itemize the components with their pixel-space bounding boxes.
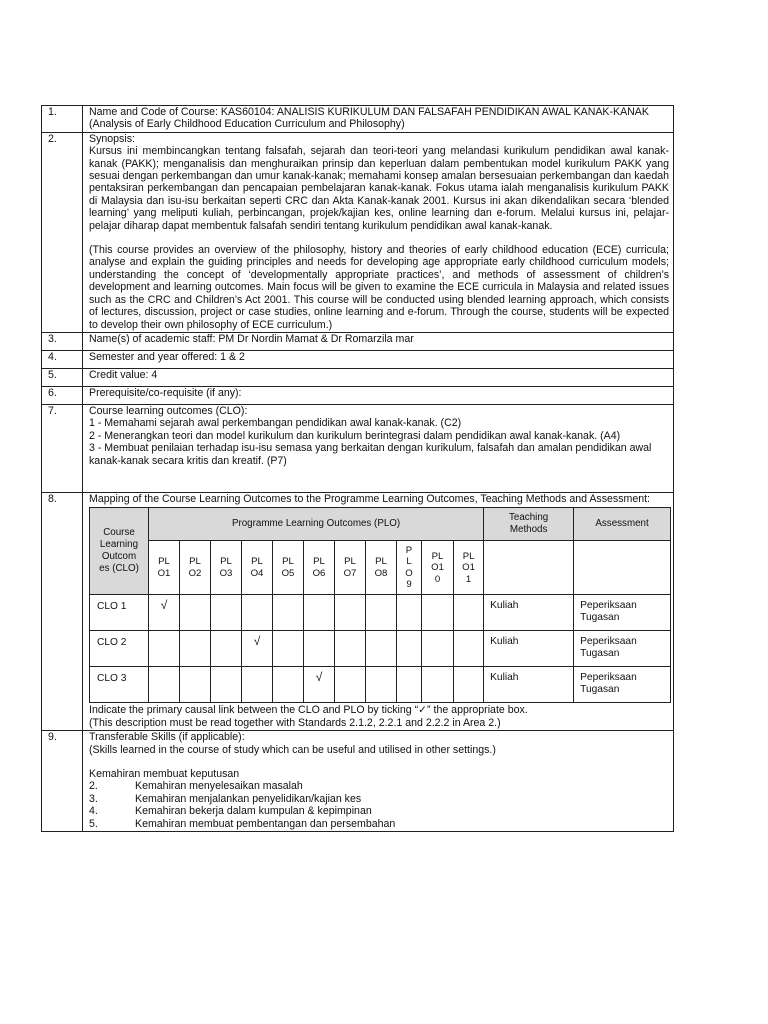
mapping-row [90, 667, 671, 703]
plo-tick-cell [454, 667, 484, 703]
plo-tick-cell [304, 595, 335, 631]
tick-mark: √ [315, 670, 323, 685]
plo-header: PL O8 [366, 541, 397, 595]
row-number: 5. [42, 368, 83, 386]
plo-tick-cell [397, 631, 422, 667]
row-number: 7. [42, 404, 83, 492]
clo-item-1: 1 - Memahami sejarah awal perkembangan pendidikan awal kanak-kanak. (C2) [89, 417, 462, 430]
plo-tick-cell [149, 595, 180, 631]
mapping-note-1: Indicate the primary causal link between the CLO and PLO by ticking “✓” the appropriate box. [89, 704, 528, 717]
mapping-note-2: (This description must be read together with Standards 2.1.2, 2.2.1 and 2.2.2 in Area 2.) [89, 716, 501, 729]
assessment-cell: Peperiksaan Tugasan [574, 595, 671, 631]
tick-mark: √ [253, 634, 261, 649]
row-number: 8. [42, 492, 83, 730]
plo-header: PL O3 [211, 541, 242, 595]
course-info-table [41, 105, 674, 832]
row-number: 6. [42, 386, 83, 404]
plo-header: P L O 9 [397, 541, 422, 595]
plo-tick-cell [273, 667, 304, 703]
credit-text: Credit value: 4 [89, 368, 158, 381]
skill-text: Kemahiran bekerja dalam kumpulan & kepimpinan [135, 805, 372, 818]
row-number: 2. [42, 132, 83, 332]
mapping-row [90, 595, 671, 631]
teaching-blank-cell [484, 541, 574, 595]
plo-tick-cell [397, 667, 422, 703]
clo-label-cell: CLO 3 [90, 667, 149, 703]
plo-header: PL O1 [149, 541, 180, 595]
plo-tick-cell [180, 631, 211, 667]
plo-tick-cell [422, 595, 454, 631]
assessment-header: Assessment [574, 508, 671, 541]
semester-text: Semester and year offered: 1 & 2 [89, 350, 245, 363]
row-credit [42, 368, 674, 386]
plo-tick-cell [211, 595, 242, 631]
plo-tick-cell [454, 595, 484, 631]
plo-tick-cell [335, 667, 366, 703]
plo-header: PL O2 [180, 541, 211, 595]
prerequisite-text: Prerequisite/co-requisite (if any): [89, 386, 242, 399]
plo-tick-cell [211, 667, 242, 703]
plo-header: PL O1 0 [422, 541, 454, 595]
row-number: 9. [42, 731, 83, 832]
plo-tick-cell [454, 631, 484, 667]
clo-item-3: 3 - Membuat penilaian terhadap isu-isu semasa yang berkaitan dengan kurikulum, falsafah dan amalan pendidikan awal kanak-kanak secara kritis dan kreatif. (P7) [89, 442, 652, 467]
plo-tick-cell [180, 595, 211, 631]
plo-tick-cell [422, 631, 454, 667]
synopsis-malay: Kursus ini membincangkan tentang falsafah, sejarah dan teori-teori yang melandasi kurikulum pendidikan awal kanak-kanak (PAKK); menganalisis dan menghuraikan prinsip dan keperluan dalam pembentukan model kurikulum PAKK yang sesuai dengan perkembangan dan umur kanak-kanak; memahami konsep amalan bersesuaian perkembangan dan kaedah pentaksiran perkembangan dan pencapaian pembelajaran kanak-kanak. Fokus utama ialah menganalisis kurikulum PAKK di Malaysia dan isu-isu berkaitan seperti CRC dan Akta Kanak-kanak 2001. Kursus ini akan dikendalikan secara ‘blended learning’ yang meliputi kuliah, perbincangan, projek/kajian kes, online learning dan e-forum. Melalui kursus ini, pelajar-pelajar diharap dapat membentuk falsafah sendiri tentang kurikulum pendidikan awal kanak-kanak. [89, 145, 669, 232]
plo-tick-cell [366, 667, 397, 703]
plo-tick-cell [180, 667, 211, 703]
plo-tick-cell [273, 631, 304, 667]
plo-tick-cell [149, 667, 180, 703]
plo-header: PL O7 [335, 541, 366, 595]
row-mapping [42, 492, 674, 730]
row-clo [42, 404, 674, 492]
plo-tick-cell [304, 631, 335, 667]
plo-tick-cell [422, 667, 454, 703]
row-prerequisite [42, 386, 674, 404]
assessment-cell: Peperiksaan Tugasan [574, 667, 671, 703]
row-number: 3. [42, 332, 83, 350]
row-transferable-skills [42, 731, 674, 832]
skill-item [89, 805, 669, 817]
skill-number: 2. [89, 780, 98, 793]
course-name-text: Name and Code of Course: KAS60104: ANALISIS KURIKULUM DAN FALSAFAH PENDIDIKAN AWAL KANAK-KANAK (Analysis of Early Childhood Education Curriculum and Philosophy) [89, 106, 649, 131]
plo-tick-cell [273, 595, 304, 631]
plo-tick-cell [242, 631, 273, 667]
plo-header: PL O4 [242, 541, 273, 595]
row-number: 1. [42, 106, 83, 133]
skill-item [89, 793, 669, 805]
skill-item: Kemahiran membuat keputusan [89, 767, 240, 780]
plo-header: PL O1 1 [454, 541, 484, 595]
plo-tick-cell [397, 595, 422, 631]
plo-tick-cell [366, 595, 397, 631]
skill-item [89, 780, 669, 792]
clo-label-cell: CLO 1 [90, 595, 149, 631]
plo-tick-cell [366, 631, 397, 667]
clo-label: Course learning outcomes (CLO): [89, 404, 248, 417]
plo-tick-cell [242, 595, 273, 631]
mapping-label: Mapping of the Course Learning Outcomes to the Programme Learning Outcomes, Teaching Methods and Assessment: [89, 492, 650, 505]
synopsis-english: (This course provides an overview of the philosophy, history and theories of early childhood education (ECE) curricula; analyse and explain the guiding principles and needs for developing age appropriate early childhood curriculum models; understanding the concept of ‘developmentally appropriate practices’, and methods of assessment of children’s development and learning outcomes. Main focus will be given to examine the ECE curricula in Malaysia and related issues such as the CRC and Children’s Act 2001. This course will be conducted using blended learning approach, which consists of lectures, discussion, project or case studies, online learning and e-forum. Through the course, students will be expected to develop their own philosophy of ECE curriculum.) [89, 244, 669, 331]
clo-label-cell: CLO 2 [90, 631, 149, 667]
row-academic-staff [42, 332, 674, 350]
row-course-name [42, 106, 674, 133]
plo-tick-cell [335, 631, 366, 667]
teaching-method-cell: Kuliah [484, 595, 574, 631]
academic-staff-text: Name(s) of academic staff: PM Dr Nordin Mamat & Dr Romarzila mar [89, 332, 414, 345]
row-semester [42, 350, 674, 368]
teaching-method-cell: Kuliah [484, 631, 574, 667]
synopsis-label: Synopsis: [89, 132, 135, 145]
teaching-methods-header: Teaching Methods [484, 508, 574, 541]
skill-number: 3. [89, 792, 98, 805]
tick-mark: √ [160, 598, 168, 613]
plo-header: PL O6 [304, 541, 335, 595]
skills-list [89, 780, 669, 830]
plo-tick-cell [149, 631, 180, 667]
clo-item-2: 2 - Menerangkan teori dan model kurikulum dan kurikulum berintegrasi dalam pendidikan awal kanak-kanak. (A4) [89, 429, 621, 442]
plo-tick-cell [242, 667, 273, 703]
mapping-row [90, 631, 671, 667]
skill-text: Kemahiran menjalankan penyelidikan/kajian kes [135, 792, 362, 805]
row-synopsis [42, 132, 674, 332]
clo-column-header: Course Learning Outcom es (CLO) [90, 508, 149, 595]
plo-tick-cell [304, 667, 335, 703]
skills-label: Transferable Skills (if applicable): [89, 731, 245, 744]
skill-text: Kemahiran menyelesaikan masalah [135, 780, 303, 793]
skill-number: 4. [89, 805, 98, 818]
skills-subtitle: (Skills learned in the course of study which can be useful and utilised in other settings.) [89, 743, 496, 756]
skill-number: 5. [89, 817, 98, 830]
row-number: 4. [42, 350, 83, 368]
plo-group-header: Programme Learning Outcomes (PLO) [149, 508, 484, 541]
plo-tick-cell [335, 595, 366, 631]
assessment-blank-cell [574, 541, 671, 595]
plo-tick-cell [211, 631, 242, 667]
skill-text: Kemahiran membuat pembentangan dan persembahan [135, 817, 396, 830]
clo-plo-mapping-table [89, 507, 671, 703]
assessment-cell: Peperiksaan Tugasan [574, 631, 671, 667]
skill-item [89, 818, 669, 830]
plo-header: PL O5 [273, 541, 304, 595]
teaching-method-cell: Kuliah [484, 667, 574, 703]
